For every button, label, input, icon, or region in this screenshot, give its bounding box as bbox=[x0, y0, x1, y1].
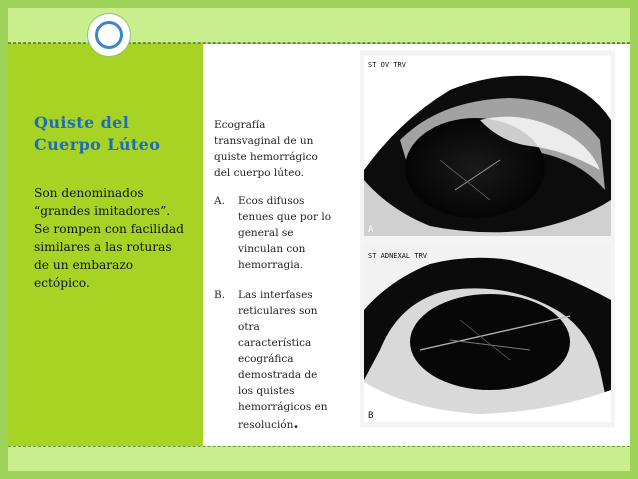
ultrasound-svg bbox=[360, 50, 615, 427]
description-line: similares a las roturas bbox=[34, 240, 172, 254]
title-line: Quiste del bbox=[34, 113, 130, 132]
list-line: característica bbox=[238, 337, 312, 349]
list-last-word: resolución bbox=[238, 419, 294, 431]
list-line: vinculan con bbox=[238, 243, 306, 255]
description-line: Se rompen con facilidad bbox=[34, 222, 184, 236]
list-line: reticulares son bbox=[238, 305, 318, 317]
list-line bbox=[238, 415, 359, 433]
description-line: ectópico. bbox=[34, 276, 90, 290]
list-line: otra bbox=[238, 321, 260, 333]
description-line: “grandes imitadores”. bbox=[34, 204, 171, 218]
caption-line: quiste hemorrágico bbox=[214, 151, 318, 163]
ultrasound-figure bbox=[360, 50, 615, 427]
list-line: general se bbox=[238, 227, 294, 239]
description-line: Son denominados bbox=[34, 186, 144, 200]
panel-a-letter: A bbox=[368, 225, 374, 235]
list-line: demostrada de bbox=[238, 369, 318, 381]
caption-line: Ecografía bbox=[214, 119, 266, 131]
ultrasound-panel-b bbox=[364, 244, 611, 422]
panel-b-letter: B bbox=[368, 411, 374, 421]
findings-list bbox=[214, 193, 359, 447]
list-line: Las interfases bbox=[238, 289, 313, 301]
ultrasound-panel-a bbox=[364, 56, 611, 236]
list-line: ecográfica bbox=[238, 353, 294, 365]
panel-a-label: ST OV TRV bbox=[368, 61, 406, 69]
list-marker: B. bbox=[214, 289, 226, 301]
title-line: Cuerpo Lúteo bbox=[34, 135, 161, 154]
list-last-punct: . bbox=[293, 414, 299, 432]
circle-ring-icon bbox=[88, 14, 130, 56]
description bbox=[34, 184, 200, 292]
list-marker: A. bbox=[214, 195, 225, 207]
list-line: tenues que por lo bbox=[238, 211, 332, 223]
caption-line: transvaginal de un bbox=[214, 135, 314, 147]
slide-title bbox=[34, 112, 194, 156]
list-line: hemorrágicos en bbox=[238, 401, 328, 413]
bottom-band bbox=[8, 446, 630, 471]
image-caption bbox=[214, 117, 354, 181]
description-line: de un embarazo bbox=[34, 258, 134, 272]
list-line: hemorragia. bbox=[238, 259, 304, 271]
list-item bbox=[214, 193, 359, 273]
panel-b-label: ST ADNEXAL TRV bbox=[368, 252, 428, 260]
caption-line: del cuerpo lúteo. bbox=[214, 167, 304, 179]
list-line: Ecos difusos bbox=[238, 195, 305, 207]
list-line: los quistes bbox=[238, 385, 295, 397]
list-item bbox=[214, 287, 359, 433]
